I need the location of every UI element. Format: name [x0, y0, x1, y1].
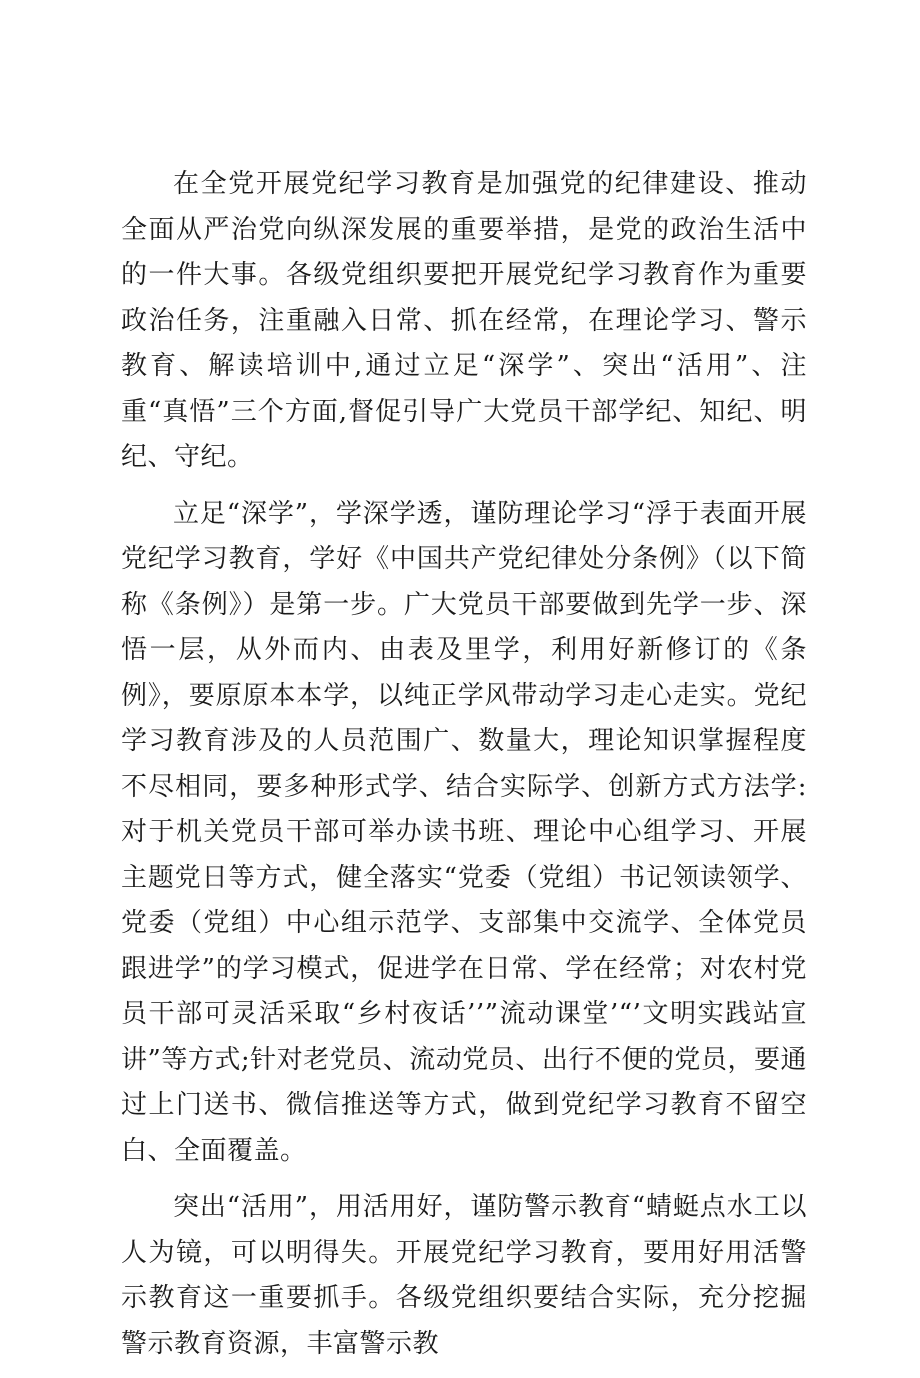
document-body	[121, 162, 807, 1378]
paragraph-1: 在全党开展党纪学习教育是加强党的纪律建设、推动全面从严治党向纵深发展的重要举措，是党的政治生活中的一件大事。各级党组织要把开展党纪学习教育作为重要政治任务，注重融入日常、抓在经常，在理论学习、警示教育、解读培训中,通过立足“深学”、突出“活用”、注重“真悟”三个方面,督促引导广大党员干部学纪、知纪、明纪、守纪。	[121, 169, 807, 472]
paragraph-3: 突出“活用”，用活用好，谨防警示教育“蜻蜓点水工以人为镜，可以明得失。开展党纪学习教育，要用好用活警示教育这一重要抓手。各级党组织要结合实际，充分挖掘警示教育资源，丰富警示教	[121, 1192, 807, 1359]
paragraph-2: 立足“深学”，学深学透，谨防理论学习“浮于表面开展党纪学习教育，学好《中国共产党纪律处分条例》（以下简称《条例》）是第一步。广大党员干部要做到先学一步、深悟一层，从外而内、由表及里学，利用好新修订的《条例》，要原原本本学，以纯正学风带动学习走心走实。党纪学习教育涉及的人员范围广、数量大，理论知识掌握程度不尽相同，要多种形式学、结合实际学、创新方式方法学:对于机关党员干部可举办读书班、理论中心组学习、开展主题党日等方式，健全落实“党委（党组）书记领读领学、党委（党组）中心组示范学、支部集中交流学、全体党员跟进学”的学习模式，促进学在日常、学在经常；对农村党员干部可灵活采取“乡村夜话’’”流动课堂’“’文明实践站宣讲”等方式;针对老党员、流动党员、出行不便的党员，要通过上门送书、微信推送等方式，做到党纪学习教育不留空白、全面覆盖。	[121, 498, 807, 1166]
